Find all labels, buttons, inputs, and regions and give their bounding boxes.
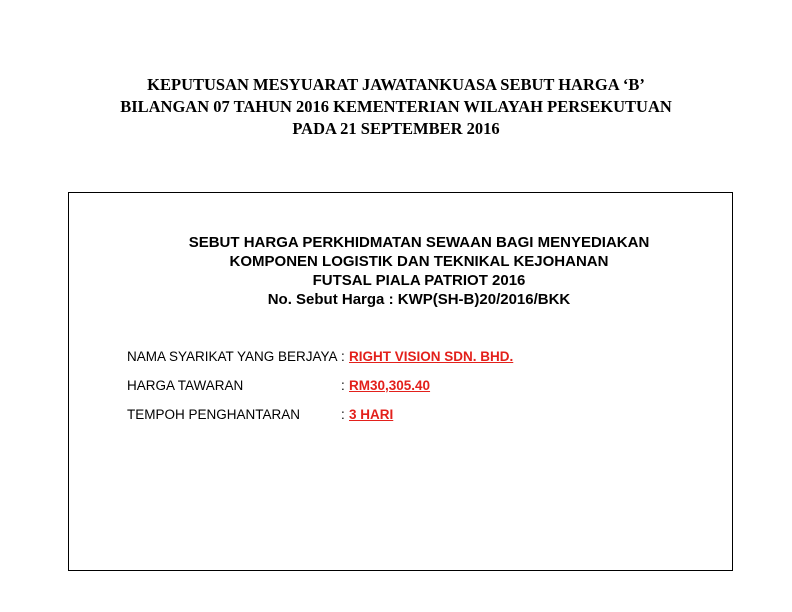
price-label: HARGA TAWARAN <box>127 378 244 393</box>
header-line-2: BILANGAN 07 TAHUN 2016 KEMENTERIAN WILAYAH PERSEKUTUAN <box>120 97 672 116</box>
company-colon: : <box>341 349 345 364</box>
delivery-label: TEMPOH PENGHANTARAN <box>127 407 301 422</box>
company-label: NAMA SYARIKAT YANG BERJAYA <box>127 349 338 364</box>
document-header <box>0 74 792 140</box>
price-colon: : <box>341 378 345 393</box>
quotation-title-line-3: FUTSAL PIALA PATRIOT 2016 <box>312 272 526 289</box>
delivery-colon: : <box>341 407 345 422</box>
price-value: RM30,305.40 <box>349 378 431 393</box>
quotation-title <box>69 233 769 309</box>
delivery-value: 3 HARI <box>349 407 394 422</box>
header-line-1: KEPUTUSAN MESYUARAT JAWATANKUASA SEBUT HARGA ‘B’ <box>147 75 645 94</box>
quotation-reference-number: No. Sebut Harga : KWP(SH-B)20/2016/BKK <box>267 291 571 308</box>
header-line-3: PADA 21 SEPTEMBER 2016 <box>292 119 500 138</box>
quotation-title-line-1: SEBUT HARGA PERKHIDMATAN SEWAAN BAGI MENYEDIAKAN <box>188 234 650 251</box>
company-value: RIGHT VISION SDN. BHD. <box>349 349 514 364</box>
quotation-result-box <box>68 192 733 571</box>
quotation-title-line-2: KOMPONEN LOGISTIK DAN TEKNIKAL KEJOHANAN <box>229 253 609 270</box>
